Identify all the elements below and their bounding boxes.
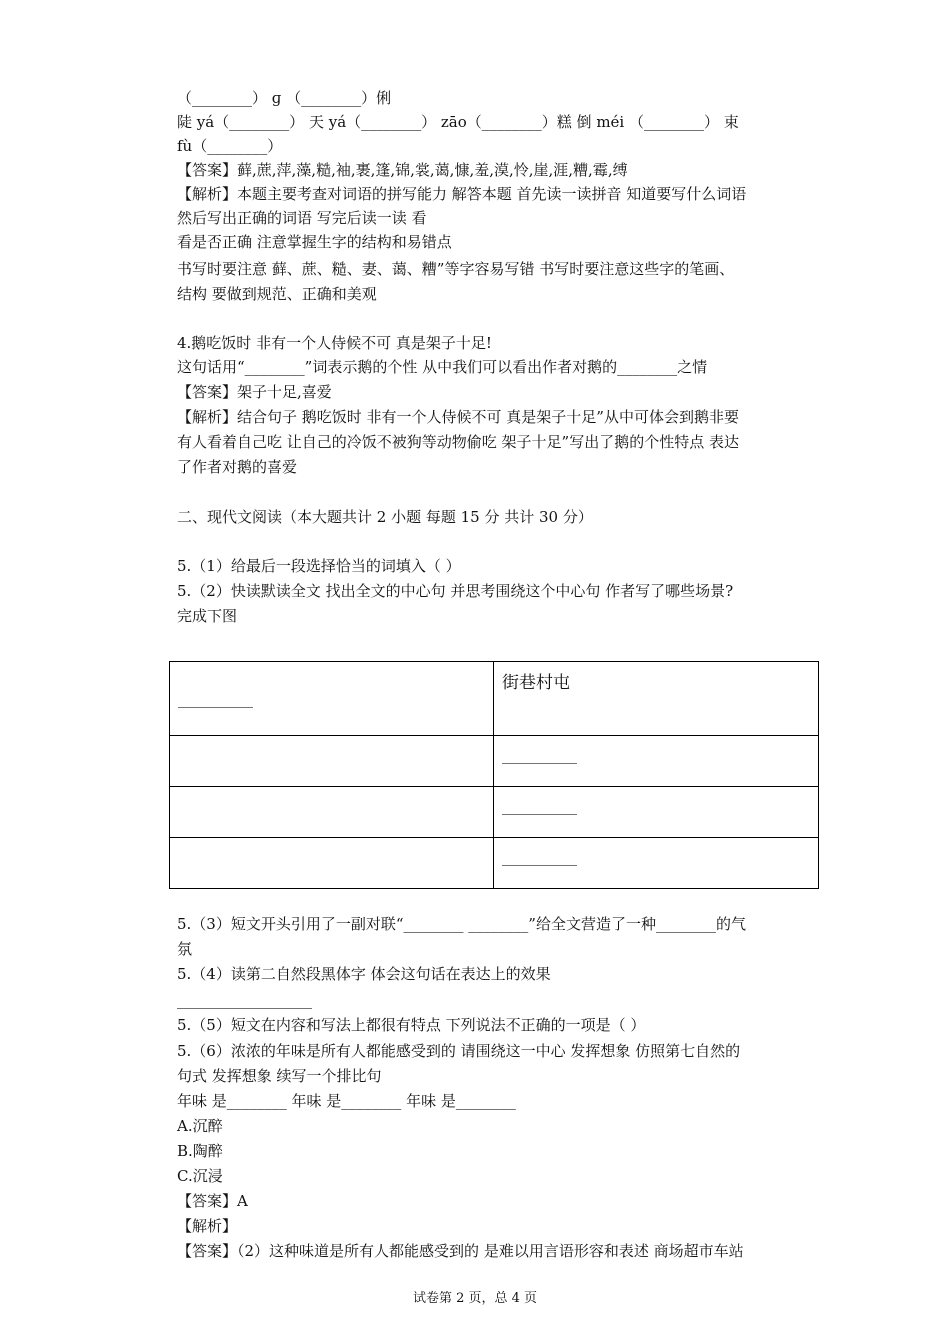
fill-in-diagram-table: [169, 661, 819, 889]
text-line: 5.（3）短文开头引用了一副对联“________ ________”给全文营造了一种________的气: [177, 915, 746, 933]
text-line: 了作者对鹅的喜爱: [177, 458, 298, 476]
text-line: 【解析】本题主要考查对词语的拼写能力 解答本题 首先读一读拼音 知道要写什么词语: [177, 185, 747, 203]
text-line: 5.（1）给最后一段选择恰当的词填入（ ）: [177, 557, 461, 575]
table-cell: [494, 736, 819, 787]
text-line: 4.鹅吃饭时 非有一个人侍候不可 真是架子十足!: [177, 334, 492, 352]
table-cell: [170, 662, 494, 736]
blank-line: __________: [178, 690, 253, 708]
text-line: 完成下图: [177, 607, 238, 625]
table-cell: [494, 787, 819, 838]
text-line: 陡 yá（________） 天 yá（________） zāo（________）糕 倒 méi （________） 束: [177, 113, 739, 131]
table-cell: [170, 736, 494, 787]
text-line: 年味 是________ 年味 是________ 年味 是________: [177, 1092, 516, 1110]
text-line: C.沉浸: [177, 1167, 223, 1185]
text-line: 【答案】架子十足,喜爱: [177, 383, 332, 401]
table-cell: [170, 787, 494, 838]
text-line: 5.（5）短文在内容和写法上都很有特点 下列说法不正确的一项是（ ）: [177, 1016, 646, 1034]
text-line: 这句话用“________”词表示鹅的个性 从中我们可以看出作者对鹅的________之情: [177, 358, 708, 376]
text-line: 5.（4）读第二自然段黑体字 体会这句话在表达上的效果: [177, 965, 551, 983]
text-line: 句式 发挥想象 续写一个排比句: [177, 1067, 382, 1085]
text-line: 看是否正确 注意掌握生字的结构和易错点: [177, 233, 452, 251]
table-cell: [494, 838, 819, 889]
text-line: 【答案】藓,蔗,萍,藻,糙,袖,裹,篷,锦,裳,蔼,慷,羞,漠,怜,崖,涯,糟,霉,缚: [177, 161, 628, 179]
table-cell: [170, 838, 494, 889]
text-line: 书写时要注意 藓、蔗、糙、妻、蔼、糟”等字容易写错 书写时要注意这些字的笔画、: [177, 260, 735, 278]
text-line: fù（________）: [177, 137, 283, 155]
blank-line: __________: [502, 797, 577, 815]
text-line: 有人看着自己吃 让自己的冷饭不被狗等动物偷吃 架子十足”写出了鹅的个性特点 表达: [177, 433, 739, 451]
text-line: A.沉醉: [177, 1117, 223, 1135]
text-line: 【答案】A: [177, 1192, 248, 1210]
text-line: 【解析】结合句子 鹅吃饭时 非有一个人侍候不可 真是架子十足”从中可体会到鹅非要: [177, 408, 739, 426]
text-line: 5.（2）快读默读全文 找出全文的中心句 并思考围绕这个中心句 作者写了哪些场景?: [177, 582, 734, 600]
text-line: 【答案】（2）这种味道是所有人都能感受到的 是难以用言语形容和表述 商场超市车站: [177, 1242, 744, 1260]
text-line: 【解析】: [177, 1217, 238, 1235]
text-line: （________） ɡ （________）俐: [177, 89, 392, 107]
text-line: 氛: [177, 940, 193, 958]
text-line: __________________: [177, 991, 312, 1009]
scene-label: 街巷村屯: [502, 673, 570, 693]
text-line: 结构 要做到规范、正确和美观: [177, 285, 377, 303]
text-line: B.陶醉: [177, 1142, 223, 1160]
text-line: 二、现代文阅读（本大题共计 2 小题 每题 15 分 共计 30 分）: [177, 508, 593, 526]
text-line: 5.（6）浓浓的年味是所有人都能感受到的 请围绕这一中心 发挥想象 仿照第七自然的: [177, 1042, 741, 1060]
table-cell: [494, 662, 819, 736]
page-footer: 试卷第 2 页，总 4 页: [412, 1291, 538, 1306]
text-line: 然后写出正确的词语 写完后读一读 看: [177, 209, 427, 227]
blank-line: __________: [502, 848, 577, 866]
blank-line: __________: [502, 746, 577, 764]
